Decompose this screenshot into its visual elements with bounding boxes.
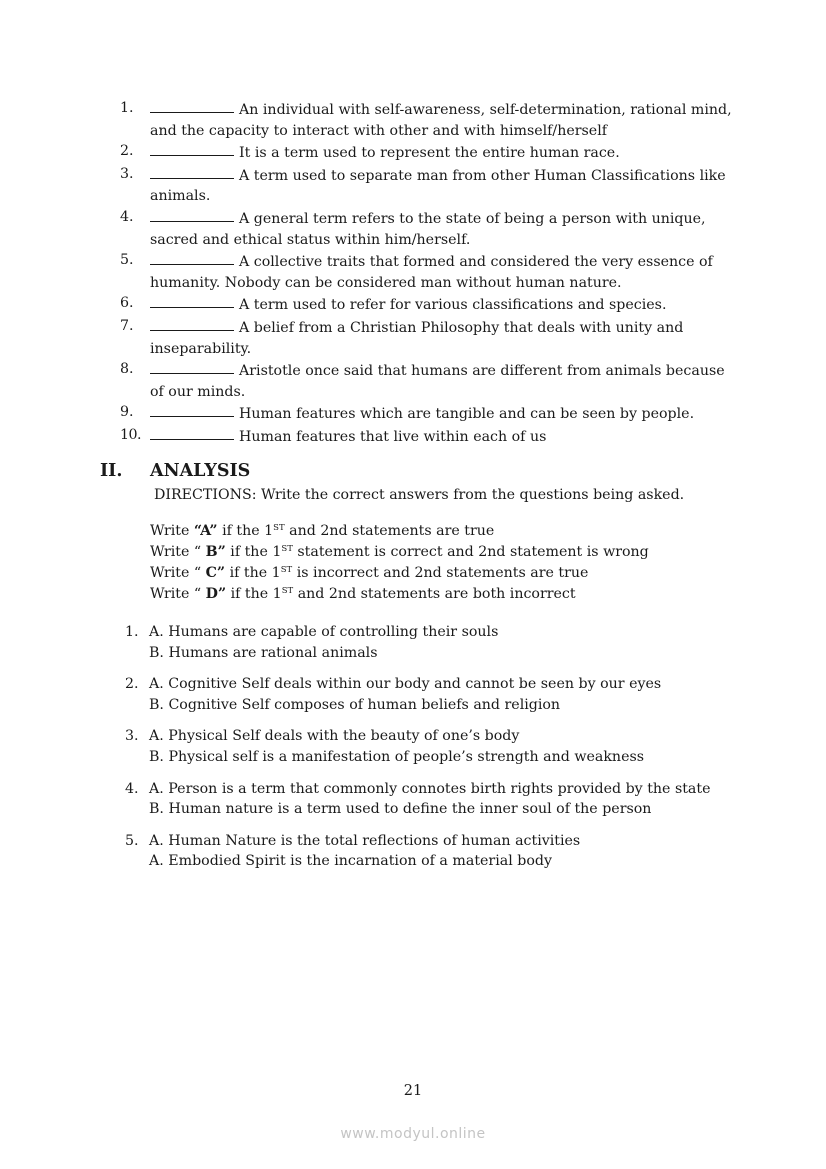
answer-blank[interactable] <box>150 250 234 265</box>
item-text: It is a term used to represent the entire human race. <box>239 145 620 162</box>
list-item <box>120 164 740 207</box>
statement-a: A. Person is a term that commonly connotes birth rights provided by the state <box>149 780 711 797</box>
rule-line <box>150 519 649 540</box>
item-text: A belief from a Christian Philosophy that deals with unity and inseparability. <box>150 319 684 357</box>
rule-mid: if the 1 <box>226 586 282 602</box>
page-number: 21 <box>403 1083 423 1099</box>
item-number: 2. <box>120 143 134 160</box>
rule-sup: ST <box>273 523 285 533</box>
answer-blank[interactable] <box>150 402 234 417</box>
statement-a: A. Physical Self deals with the beauty of one’s body <box>149 728 520 745</box>
rule-sup: ST <box>280 565 293 575</box>
list-item <box>120 359 740 402</box>
item-text: A term used to refer for various classifications and species. <box>239 297 667 314</box>
rule-sup: ST <box>281 586 294 596</box>
item-number: 10. <box>120 426 142 443</box>
rule-sup: ST <box>281 544 293 554</box>
section-number: II. <box>100 461 123 481</box>
rule-rest: and 2nd statements are true <box>284 523 495 539</box>
answer-blank[interactable] <box>150 425 234 440</box>
item-number: 4. <box>120 208 134 225</box>
list-item <box>120 207 740 250</box>
item-text: An individual with self-awareness, self-determination, rational mind, and the capacity to interact with other and with himself/herself <box>150 102 732 139</box>
item-number: 8. <box>120 361 134 378</box>
identification-list <box>120 98 740 448</box>
answer-blank[interactable] <box>150 98 234 113</box>
list-item <box>120 293 740 316</box>
rule-prefix: Write “ <box>150 544 206 560</box>
list-item <box>120 425 740 448</box>
item-number: 3. <box>120 165 134 182</box>
item-number: 6. <box>120 295 134 312</box>
statement-a: A. Cognitive Self deals within our body and cannot be seen by our eyes <box>149 676 662 693</box>
rule-mid: if the 1 <box>225 565 281 581</box>
section-heading <box>100 461 250 481</box>
item-text: A term used to separate man from other Human Classifications like animals. <box>150 167 726 205</box>
rule-mid: if the 1 <box>217 523 274 539</box>
question-number: 2. <box>125 676 139 693</box>
question-number: 4. <box>125 780 139 797</box>
list-item <box>120 316 740 359</box>
answer-blank[interactable] <box>150 141 234 156</box>
answer-blank[interactable] <box>150 164 234 179</box>
question-number: 3. <box>125 728 139 745</box>
rule-prefix: Write <box>150 523 194 539</box>
list-item <box>120 141 740 164</box>
question-number: 1. <box>125 624 139 640</box>
rule-line <box>150 582 649 603</box>
item-number: 1. <box>120 100 134 116</box>
rule-rest: and 2nd statements are both incorrect <box>293 586 576 602</box>
question-item <box>125 726 745 767</box>
answer-key-rules <box>150 519 649 603</box>
analysis-questions <box>125 622 745 883</box>
statement-a: A. Humans are capable of controlling their souls <box>149 624 499 640</box>
rule-letter: C” <box>205 565 226 581</box>
answer-blank[interactable] <box>150 293 234 308</box>
rule-prefix: Write “ <box>150 586 206 602</box>
watermark: www.modyul.online <box>340 1126 486 1142</box>
rule-mid: if the 1 <box>225 544 282 560</box>
item-text: A general term refers to the state of being a person with unique, sacred and ethical status within him/herself. <box>150 210 706 248</box>
list-item <box>120 250 740 293</box>
item-number: 9. <box>120 404 134 421</box>
list-item <box>120 402 740 425</box>
statement-b: B. Humans are rational animals <box>149 644 378 661</box>
answer-blank[interactable] <box>150 316 234 331</box>
directions-text: DIRECTIONS: Write the correct answers from the questions being asked. <box>154 487 685 503</box>
item-text: Aristotle once said that humans are different from animals because of our minds. <box>150 363 725 400</box>
item-text: Human features that live within each of us <box>239 428 547 445</box>
rule-rest: is incorrect and 2nd statements are true <box>292 565 589 581</box>
item-number: 7. <box>120 317 134 334</box>
item-text: A collective traits that formed and considered the very essence of humanity. Nobody can be considered man without human nature. <box>150 254 713 291</box>
statement-b: B. Physical self is a manifestation of people’s strength and weakness <box>149 748 645 765</box>
section-title: ANALYSIS <box>150 461 251 481</box>
question-number: 5. <box>125 832 139 849</box>
answer-blank[interactable] <box>150 359 234 374</box>
rule-line <box>150 561 649 582</box>
question-item <box>125 779 745 820</box>
rule-line <box>150 540 649 561</box>
rule-rest: statement is correct and 2nd statement is wrong <box>292 544 649 560</box>
statement-b: B. Cognitive Self composes of human beliefs and religion <box>149 696 561 713</box>
rule-letter: B” <box>205 544 226 560</box>
item-number: 5. <box>120 252 134 269</box>
statement-a: A. Human Nature is the total reflections of human activities <box>149 832 581 849</box>
answer-blank[interactable] <box>150 207 234 222</box>
rule-prefix: Write “ <box>150 565 206 581</box>
question-item <box>125 622 745 663</box>
statement-b: B. Human nature is a term used to define the inner soul of the person <box>149 801 652 818</box>
item-text: Human features which are tangible and can be seen by people. <box>239 406 695 423</box>
list-item <box>120 98 740 141</box>
rule-letter: D” <box>205 586 227 602</box>
question-item <box>125 674 745 715</box>
rule-letter: “A” <box>193 523 218 539</box>
statement-b: A. Embodied Spirit is the incarnation of a material body <box>149 853 552 870</box>
question-item <box>125 831 745 872</box>
